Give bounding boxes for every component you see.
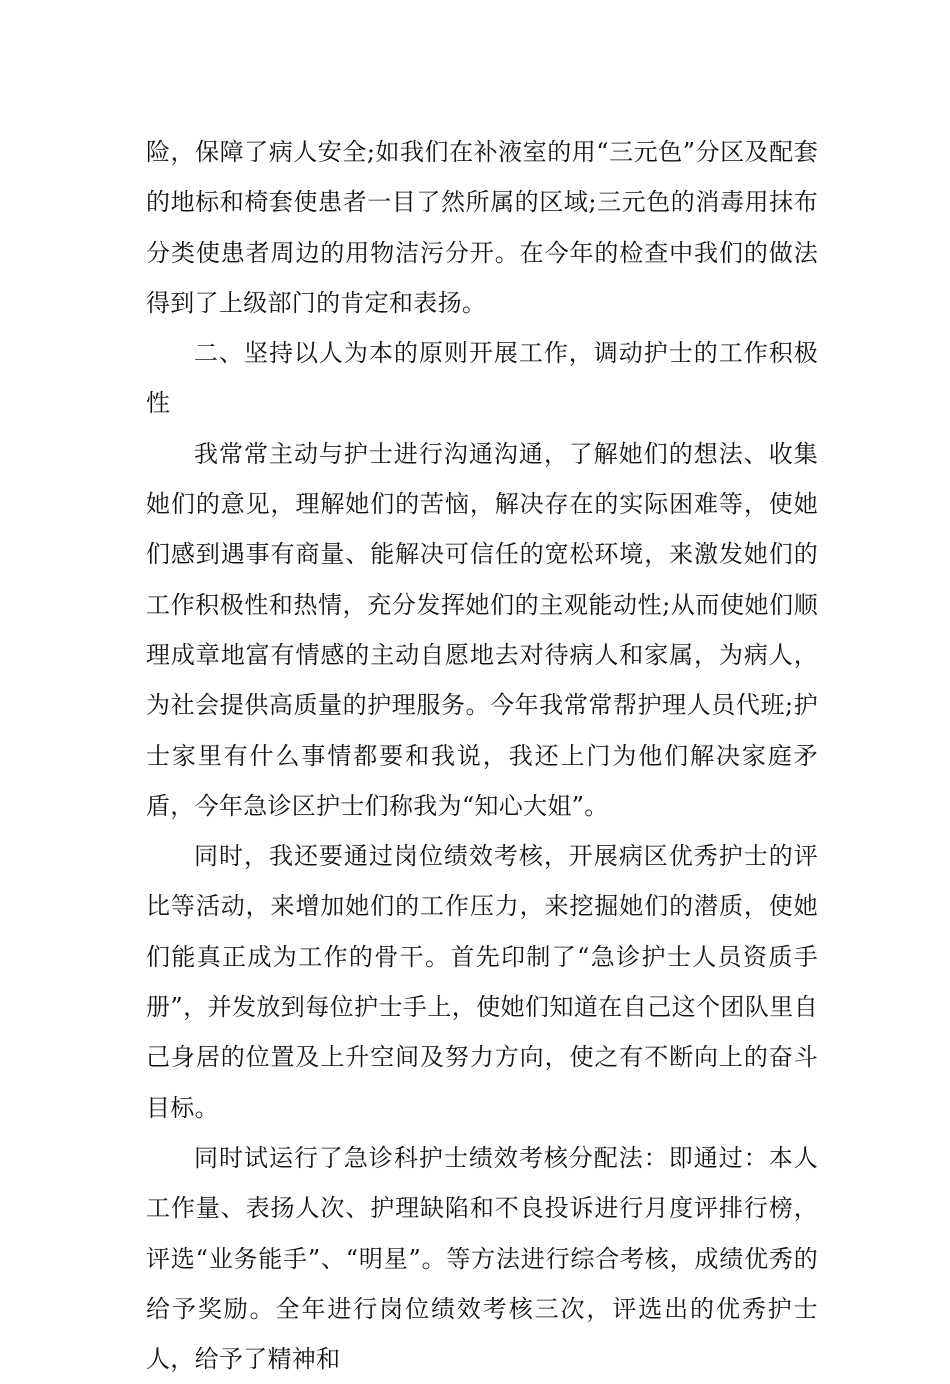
section-heading: 二、坚持以人为本的原则开展工作，调动护士的工作积极性 [146,339,818,418]
document-body [146,127,818,1384]
paragraph-4: 同时，我还要通过岗位绩效考核，开展病区优秀护士的评比等活动，来增加她们的工作压力，来挖掘她们的潜质，使她们能真正成为工作的骨干。首先印制了“急诊护士人员资质手册”，并发放到每位护士手上，使她们知道在自己这个团队里自己身居的位置及上升空间及努力方向，使之有不断向上的奋斗目标。 [146,842,818,1122]
paragraph-1: 险，保障了病人安全;如我们在补液室的用“三元色”分区及配套的地标和椅套使患者一目了然所属的区域;三元色的消毒用抹布分类使患者周边的用物洁污分开。在今年的检查中我们的做法得到了上级部门的肯定和表扬。 [146,138,818,317]
paragraph-3: 我常常主动与护士进行沟通沟通，了解她们的想法、收集她们的意见，理解她们的苦恼，解决存在的实际困难等，使她们感到遇事有商量、能解决可信任的宽松环境，来激发她们的工作积极性和热情，充分发挥她们的主观能动性;从而使她们顺理成章地富有情感的主动自愿地去对待病人和家属，为病人，为社会提供高质量的护理服务。今年我常常帮护理人员代班;护士家里有什么事情都要和我说，我还上门为他们解决家庭矛盾，今年急诊区护士们称我为“知心大姐”。 [146,439,818,820]
paragraph-5: 同时试运行了急诊科护士绩效考核分配法：即通过：本人工作量、表扬人次、护理缺陷和不良投诉进行月度评排行榜，评选“业务能手”、“明星”。等方法进行综合考核，成绩优秀的给予奖励。全年进行岗位绩效考核三次，评选出的优秀护士人，给予了精神和 [146,1143,818,1374]
